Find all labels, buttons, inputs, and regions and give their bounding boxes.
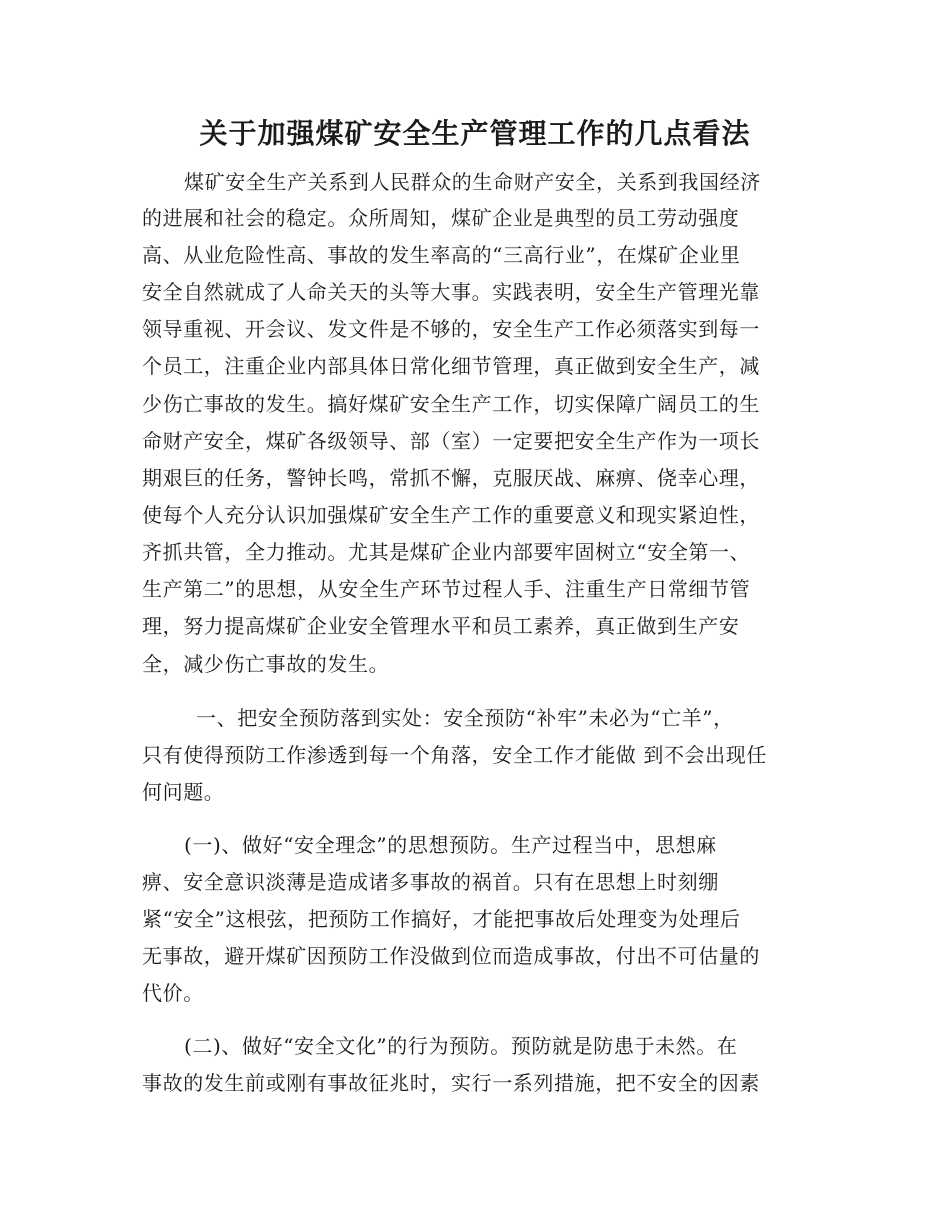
paragraph-line: 个员工，注重企业内部具体日常化细节管理，真正做到安全生产，减: [142, 354, 760, 378]
paragraph-line: 少伤亡事故的发生。搞好煤矿安全生产工作，切实保障广阔员工的生: [142, 392, 760, 416]
paragraph-line: 何问题。: [142, 780, 225, 804]
paragraph-line: 领导重视、开会议、发文件是不够的，安全生产工作必须落实到每一: [142, 317, 760, 341]
paragraph-line: (二)、做好“安全文化”的行为预防。预防就是防患于未然。在: [184, 1034, 738, 1058]
paragraph-line: 痹、安全意识淡薄是造成诸多事故的祸首。只有在思想上时刻绷: [142, 870, 719, 894]
paragraph-line: 高、从业危险性高、事故的发生率高的“三高行业”，在煤矿企业里: [142, 243, 741, 267]
paragraph-line: 的进展和社会的稳定。众所周知，煤矿企业是典型的员工劳动强度: [142, 206, 740, 230]
paragraph-line: 紧“安全”这根弦，把预防工作搞好，才能把事故后处理变为处理后: [142, 907, 741, 931]
paragraph-line: 一、把安全预防落到实处：安全预防“补牢”未必为“亡羊”，: [196, 706, 734, 730]
paragraph-line: 生产第二”的思想，从安全生产环节过程人手、注重生产日常细节管: [142, 577, 751, 601]
paragraph-line: 煤矿安全生产关系到人民群众的生命财产安全，关系到我国经济: [184, 170, 761, 194]
paragraph-line: 期艰巨的任务，警钟长鸣，常抓不懈，克服厌战、麻痹、侥幸心理，: [142, 466, 760, 490]
paragraph-line: 全，减少伤亡事故的发生。: [142, 652, 390, 676]
paragraph-line: 齐抓共管，全力推动。尤其是煤矿企业内部要牢固树立“安全第一、: [142, 540, 751, 564]
paragraph-line: 命财产安全，煤矿各级领导、部（室）一定要把安全生产作为一项长: [142, 429, 760, 453]
paragraph-line: 只有使得预防工作渗透到每一个角落，安全工作才能做 到不会出现任: [142, 743, 767, 767]
paragraph-line: (一)、做好“安全理念”的思想预防。生产过程当中，思想麻: [184, 833, 717, 857]
paragraph-line: 代价。: [142, 981, 204, 1005]
paragraph-line: 理，努力提高煤矿企业安全管理水平和员工素养，真正做到生产安: [142, 614, 740, 638]
paragraph-line: 安全自然就成了人命关天的头等大事。实践表明，安全生产管理光靠: [142, 280, 760, 304]
paragraph-line: 使每个人充分认识加强煤矿安全生产工作的重要意义和现实紧迫性，: [142, 503, 760, 527]
paragraph-line: 事故的发生前或刚有事故征兆时，实行一系列措施，把不安全的因素: [142, 1071, 760, 1095]
document-title: 关于加强煤矿安全生产管理工作的几点看法: [199, 117, 751, 150]
paragraph-line: 无事故，避开煤矿因预防工作没做到位而造成事故，付出不可估量的: [142, 944, 760, 968]
